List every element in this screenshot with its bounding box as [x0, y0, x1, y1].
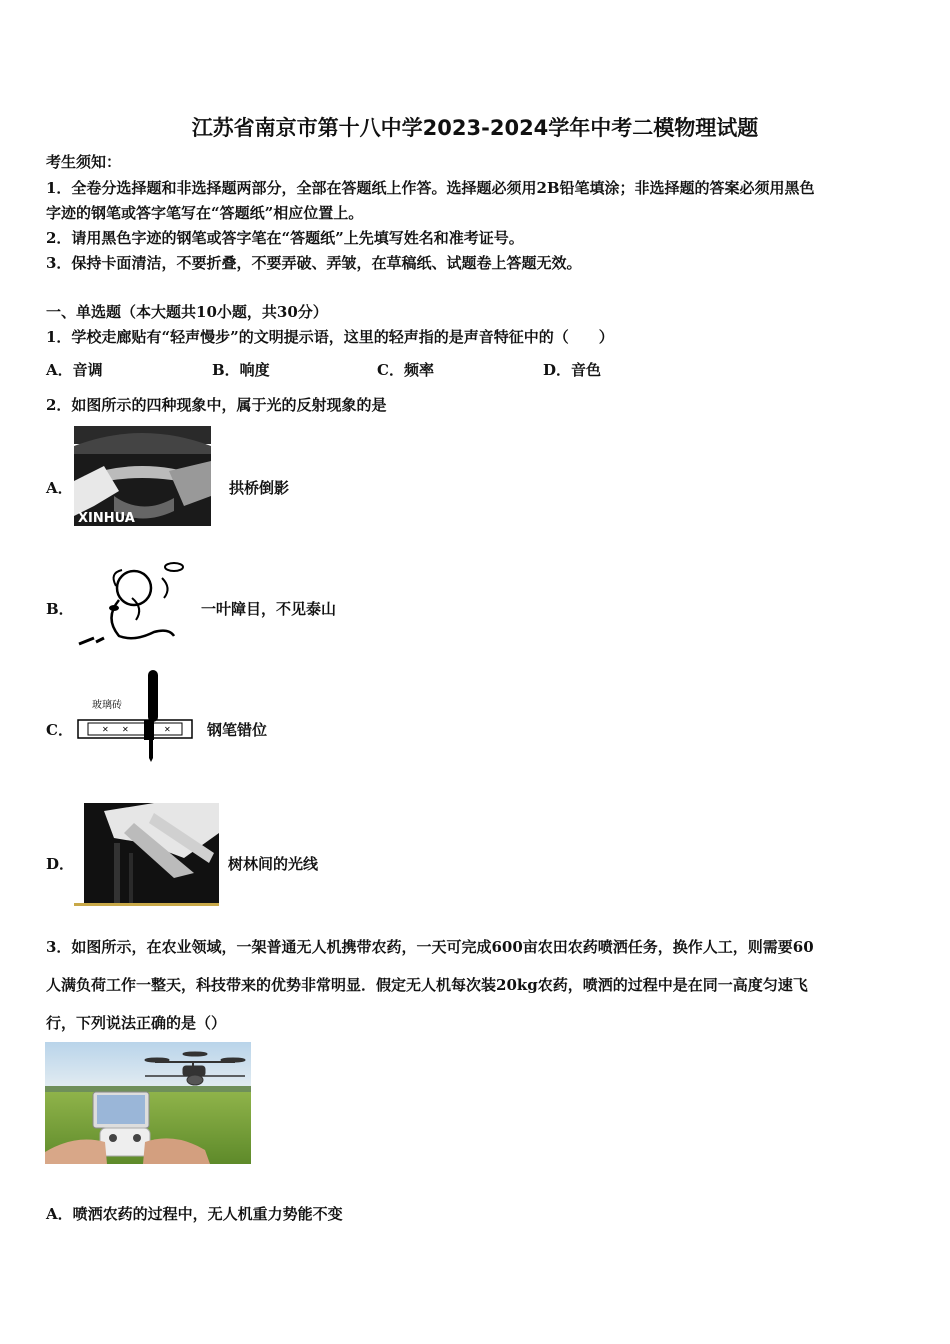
leaf-blocking-eye-image: [74, 558, 189, 650]
page-title: 江苏省南京市第十八中学2023-2024学年中考二模物理试题: [191, 116, 759, 140]
notice-heading: 考生须知：: [46, 153, 122, 171]
arch-bridge-reflection-image: [74, 426, 211, 526]
svg-text:XINHUA: XINHUA: [78, 511, 135, 526]
question-3-text: 3．如图所示，在农业领域，一架普通无人机携带农药，一天可完成600亩农田农药喷洒任务，换作人工，则需要60: [46, 938, 814, 956]
forest-light-rays-image: [74, 803, 219, 907]
svg-text:✕: ✕: [122, 725, 129, 734]
drone-field-photo: [45, 1042, 251, 1164]
notice-item: 1．全卷分选择题和非选择题两部分，全部在答题纸上作答。选择题必须用2B铅笔填涂；非选择题的答案必须用黑色: [46, 179, 815, 197]
svg-text:玻璃砖: 玻璃砖: [92, 700, 122, 711]
q1-option-d: D．音色: [543, 361, 602, 379]
q2-option-b-caption: 一叶障目，不见泰山: [201, 600, 337, 618]
notice-item: 字迹的钢笔或答字笔写在“答题纸”相应位置上。: [46, 204, 364, 222]
q3-option-a: A．喷洒农药的过程中，无人机重力势能不变: [46, 1205, 343, 1223]
q2-option-b-letter: B．: [46, 600, 74, 618]
question-3-text: 行，下列说法正确的是（）: [46, 1014, 227, 1032]
q2-option-a-letter: A．: [46, 479, 73, 497]
q1-option-a: A．音调: [46, 361, 103, 379]
svg-text:✕: ✕: [164, 725, 171, 734]
q2-option-c-caption: 钢笔错位: [207, 721, 268, 739]
question-1-text: 1．学校走廊贴有“轻声慢步”的文明提示语，这里的轻声指的是声音特征中的（ ）: [46, 328, 614, 346]
q1-option-c: C．频率: [377, 361, 434, 379]
question-2-text: 2．如图所示的四种现象中，属于光的反射现象的是: [46, 396, 387, 414]
question-3-text: 人满负荷工作一整天，科技带来的优势非常明显．假定无人机每次装20kg农药，喷洒的过程中是在同一高度匀速飞: [46, 976, 808, 994]
q2-option-c-letter: C．: [46, 721, 73, 739]
notice-item: 3．保持卡面清洁，不要折叠，不要弄破、弄皱，在草稿纸、试题卷上答题无效。: [46, 254, 582, 272]
pen-behind-glass-image: [74, 668, 196, 763]
q2-option-a-caption: 拱桥倒影: [229, 479, 290, 497]
q1-option-b: B．响度: [212, 361, 270, 379]
notice-item: 2．请用黑色字迹的钢笔或答字笔在“答题纸”上先填写姓名和准考证号。: [46, 229, 524, 247]
q2-option-d-caption: 树林间的光线: [228, 855, 319, 873]
q2-option-d-letter: D．: [46, 855, 75, 873]
section-heading: 一、单选题（本大题共10小题，共30分）: [46, 303, 328, 321]
svg-text:✕: ✕: [102, 725, 109, 734]
